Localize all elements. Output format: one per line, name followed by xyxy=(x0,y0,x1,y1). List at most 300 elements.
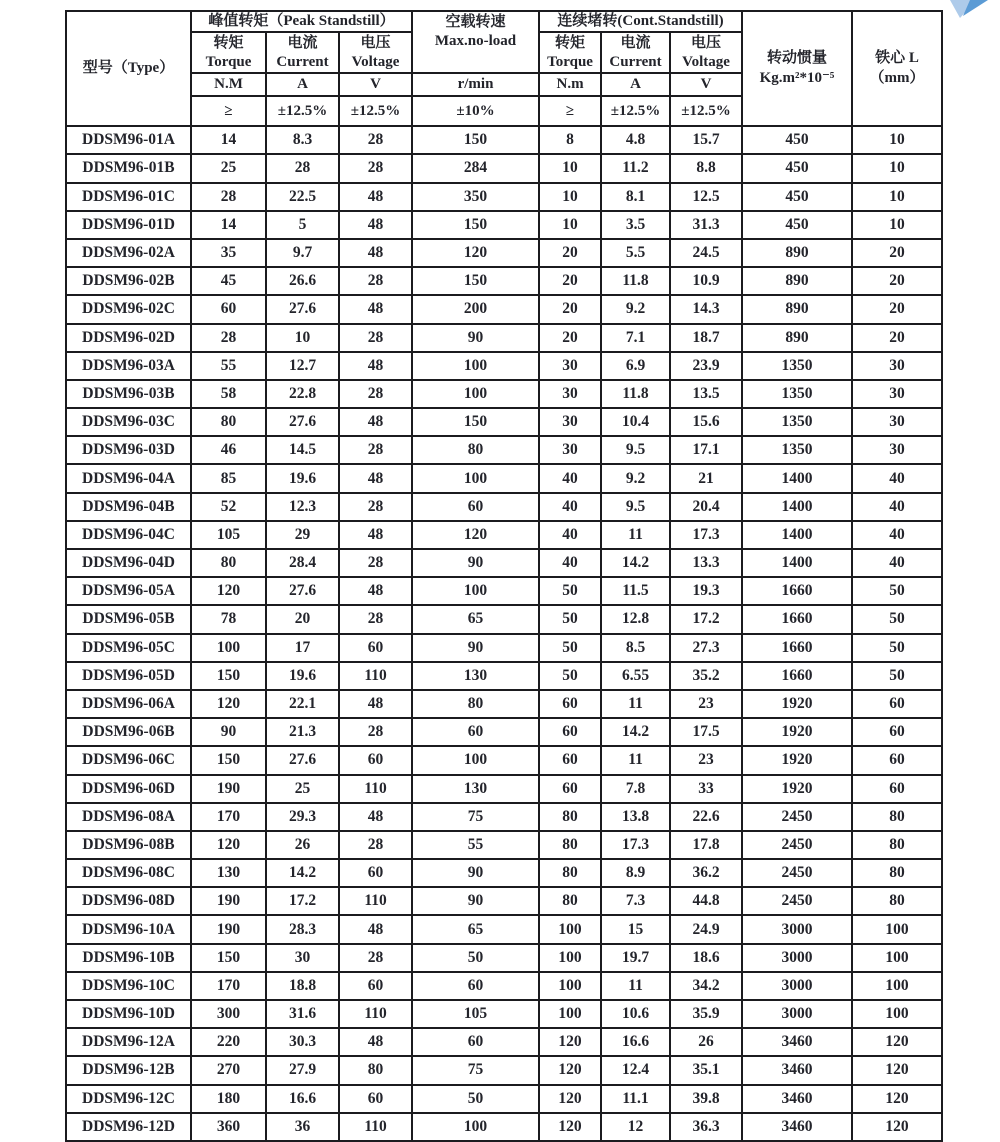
cont-current-cell: 12 xyxy=(601,1113,670,1141)
col-header-core-length xyxy=(852,11,942,126)
table-row xyxy=(66,887,942,915)
cont-voltage-cell: 26 xyxy=(670,1028,742,1056)
cont-current-cell: 8.1 xyxy=(601,183,670,211)
peak-torque-cell: 35 xyxy=(191,239,266,267)
cont-voltage-cell: 36.2 xyxy=(670,859,742,887)
cont-voltage-cell: 39.8 xyxy=(670,1085,742,1113)
peak-voltage-cell: 48 xyxy=(339,352,412,380)
model-cell: DDSM96-05B xyxy=(66,605,191,633)
speed-unit: r/min xyxy=(412,73,539,96)
peak-current-cell: 17.2 xyxy=(266,887,339,915)
peak-voltage-cell: 60 xyxy=(339,746,412,774)
table-row xyxy=(66,493,942,521)
inertia-cell: 3460 xyxy=(742,1113,852,1141)
core-length-cell: 20 xyxy=(852,295,942,323)
peak-current-cell: 22.5 xyxy=(266,183,339,211)
inertia-cell: 890 xyxy=(742,239,852,267)
motor-spec-table xyxy=(65,10,943,1142)
cont-torque-cell: 100 xyxy=(539,915,601,943)
peak-torque-cell: 58 xyxy=(191,380,266,408)
peak-voltage-cell: 48 xyxy=(339,239,412,267)
cont-voltage-cell: 8.8 xyxy=(670,154,742,182)
peak-voltage-cell: 48 xyxy=(339,521,412,549)
peak-current-cell: 30.3 xyxy=(266,1028,339,1056)
core-length-cell: 80 xyxy=(852,859,942,887)
peak-voltage-cell: 48 xyxy=(339,803,412,831)
no-load-speed-cell: 65 xyxy=(412,605,539,633)
peak-current-cell: 12.7 xyxy=(266,352,339,380)
peak-voltage-cell: 110 xyxy=(339,1113,412,1141)
cont-voltage-cell: 23.9 xyxy=(670,352,742,380)
cont-torque-tolerance: ≥ xyxy=(539,96,601,126)
peak-current-header xyxy=(266,32,339,73)
table-row xyxy=(66,239,942,267)
peak-current-cell: 12.3 xyxy=(266,493,339,521)
cont-torque-cell: 10 xyxy=(539,211,601,239)
cont-voltage-cell: 15.6 xyxy=(670,408,742,436)
no-load-speed-cell: 90 xyxy=(412,859,539,887)
peak-current-cell: 27.9 xyxy=(266,1056,339,1084)
peak-current-cell: 8.3 xyxy=(266,126,339,154)
core-length-cell: 10 xyxy=(852,211,942,239)
cont-torque-cell: 50 xyxy=(539,634,601,662)
model-cell: DDSM96-01D xyxy=(66,211,191,239)
cont-voltage-cell: 17.5 xyxy=(670,718,742,746)
cont-voltage-cell: 10.9 xyxy=(670,267,742,295)
col-header-inertia xyxy=(742,11,852,126)
cont-voltage-cell: 18.6 xyxy=(670,944,742,972)
peak-current-cell: 19.6 xyxy=(266,662,339,690)
corner-arrow-icon xyxy=(950,0,988,18)
peak-voltage-cell: 48 xyxy=(339,183,412,211)
peak-voltage-cell: 110 xyxy=(339,662,412,690)
inertia-cell: 1350 xyxy=(742,436,852,464)
cont-voltage-cell: 24.9 xyxy=(670,915,742,943)
cont-voltage-unit: V xyxy=(670,73,742,96)
model-cell: DDSM96-12D xyxy=(66,1113,191,1141)
core-length-label: 铁心 L xyxy=(875,50,919,67)
peak-current-cell: 29.3 xyxy=(266,803,339,831)
no-load-speed-cell: 60 xyxy=(412,972,539,1000)
no-load-speed-cell: 60 xyxy=(412,1028,539,1056)
core-length-cell: 120 xyxy=(852,1085,942,1113)
cont-current-cell: 11 xyxy=(601,690,670,718)
cont-current-cell: 10.4 xyxy=(601,408,670,436)
no-load-speed-cell: 50 xyxy=(412,944,539,972)
peak-current-cell: 22.1 xyxy=(266,690,339,718)
table-row xyxy=(66,972,942,1000)
model-cell: DDSM96-10D xyxy=(66,1000,191,1028)
cont-current-cell: 7.1 xyxy=(601,324,670,352)
cont-voltage-cell: 31.3 xyxy=(670,211,742,239)
core-length-cell: 60 xyxy=(852,690,942,718)
header-group-row xyxy=(66,11,942,32)
core-length-cell: 80 xyxy=(852,831,942,859)
no-load-speed-cell: 105 xyxy=(412,1000,539,1028)
cont-current-cn: 电流 xyxy=(620,34,651,51)
peak-torque-cell: 60 xyxy=(191,295,266,323)
peak-voltage-cell: 48 xyxy=(339,408,412,436)
cont-torque-cell: 30 xyxy=(539,380,601,408)
table-body xyxy=(66,126,942,1141)
col-group-no-load-speed xyxy=(412,11,539,73)
core-length-cell: 60 xyxy=(852,746,942,774)
no-load-speed-cell: 60 xyxy=(412,718,539,746)
model-cell: DDSM96-06A xyxy=(66,690,191,718)
peak-voltage-cn: 电压 xyxy=(360,34,391,51)
table-row xyxy=(66,267,942,295)
no-load-speed-cell: 100 xyxy=(412,746,539,774)
cont-torque-cell: 120 xyxy=(539,1056,601,1084)
cont-voltage-cell: 17.2 xyxy=(670,605,742,633)
cont-torque-cell: 80 xyxy=(539,803,601,831)
cont-current-cell: 8.5 xyxy=(601,634,670,662)
core-length-cell: 50 xyxy=(852,634,942,662)
peak-current-cell: 21.3 xyxy=(266,718,339,746)
inertia-cell: 1920 xyxy=(742,718,852,746)
cont-torque-cell: 60 xyxy=(539,718,601,746)
model-cell: DDSM96-06C xyxy=(66,746,191,774)
peak-voltage-cell: 28 xyxy=(339,267,412,295)
cont-current-tolerance: ±12.5% xyxy=(601,96,670,126)
core-length-cell: 40 xyxy=(852,549,942,577)
inertia-unit: Kg.m²*10⁻⁵ xyxy=(759,69,835,86)
cont-torque-cell: 50 xyxy=(539,605,601,633)
no-load-speed-cell: 60 xyxy=(412,493,539,521)
cont-torque-cell: 20 xyxy=(539,239,601,267)
table-row xyxy=(66,380,942,408)
core-length-cell: 120 xyxy=(852,1056,942,1084)
cont-torque-cell: 20 xyxy=(539,267,601,295)
cont-voltage-cell: 24.5 xyxy=(670,239,742,267)
inertia-cell: 1350 xyxy=(742,380,852,408)
model-cell: DDSM96-03B xyxy=(66,380,191,408)
model-cell: DDSM96-02C xyxy=(66,295,191,323)
inertia-cell: 1350 xyxy=(742,352,852,380)
table-row xyxy=(66,549,942,577)
table-row xyxy=(66,1028,942,1056)
peak-current-cell: 14.5 xyxy=(266,436,339,464)
table-row xyxy=(66,521,942,549)
cont-voltage-cell: 17.3 xyxy=(670,521,742,549)
model-cell: DDSM96-01B xyxy=(66,154,191,182)
cont-voltage-cell: 12.5 xyxy=(670,183,742,211)
cont-voltage-cell: 22.6 xyxy=(670,803,742,831)
peak-current-unit: A xyxy=(266,73,339,96)
peak-current-cell: 27.6 xyxy=(266,295,339,323)
peak-torque-tolerance: ≥ xyxy=(191,96,266,126)
cont-torque-cell: 20 xyxy=(539,295,601,323)
cont-torque-cell: 40 xyxy=(539,493,601,521)
table-row xyxy=(66,211,942,239)
col-group-peak-standstill: 峰值转矩（Peak Standstill） xyxy=(191,11,412,32)
inertia-cell: 2450 xyxy=(742,859,852,887)
cont-current-cell: 11.8 xyxy=(601,380,670,408)
cont-voltage-en: Voltage xyxy=(682,53,730,70)
peak-torque-cell: 52 xyxy=(191,493,266,521)
cont-torque-cell: 80 xyxy=(539,859,601,887)
peak-voltage-cell: 48 xyxy=(339,690,412,718)
inertia-cell: 450 xyxy=(742,126,852,154)
model-cell: DDSM96-04C xyxy=(66,521,191,549)
no-load-speed-cell: 130 xyxy=(412,775,539,803)
peak-current-cell: 17 xyxy=(266,634,339,662)
cont-current-cell: 4.8 xyxy=(601,126,670,154)
core-length-cell: 60 xyxy=(852,718,942,746)
cont-torque-cell: 40 xyxy=(539,521,601,549)
cont-torque-cn: 转矩 xyxy=(555,34,586,51)
cont-current-cell: 7.8 xyxy=(601,775,670,803)
cont-voltage-cell: 18.7 xyxy=(670,324,742,352)
no-load-speed-cell: 100 xyxy=(412,352,539,380)
inertia-cell: 1660 xyxy=(742,605,852,633)
peak-voltage-cell: 110 xyxy=(339,775,412,803)
peak-current-cell: 20 xyxy=(266,605,339,633)
peak-torque-cell: 150 xyxy=(191,662,266,690)
table-row xyxy=(66,577,942,605)
inertia-cell: 2450 xyxy=(742,831,852,859)
peak-voltage-cell: 28 xyxy=(339,154,412,182)
peak-voltage-en: Voltage xyxy=(351,53,400,70)
cont-torque-cell: 100 xyxy=(539,972,601,1000)
model-cell: DDSM96-04A xyxy=(66,464,191,492)
model-cell: DDSM96-01A xyxy=(66,126,191,154)
peak-torque-header xyxy=(191,32,266,73)
peak-voltage-cell: 28 xyxy=(339,126,412,154)
peak-voltage-cell: 48 xyxy=(339,577,412,605)
peak-torque-cell: 100 xyxy=(191,634,266,662)
inertia-cell: 3000 xyxy=(742,944,852,972)
cont-voltage-cn: 电压 xyxy=(691,34,722,51)
core-length-cell: 80 xyxy=(852,887,942,915)
peak-torque-cell: 300 xyxy=(191,1000,266,1028)
cont-torque-cell: 30 xyxy=(539,408,601,436)
peak-voltage-cell: 48 xyxy=(339,211,412,239)
peak-torque-cell: 14 xyxy=(191,211,266,239)
cont-current-cell: 17.3 xyxy=(601,831,670,859)
model-cell: DDSM96-03D xyxy=(66,436,191,464)
table-row xyxy=(66,662,942,690)
peak-voltage-cell: 48 xyxy=(339,295,412,323)
peak-voltage-cell: 60 xyxy=(339,1085,412,1113)
no-load-speed-cell: 130 xyxy=(412,662,539,690)
core-length-unit: （mm） xyxy=(869,69,925,86)
peak-torque-cell: 170 xyxy=(191,972,266,1000)
core-length-cell: 10 xyxy=(852,154,942,182)
core-length-cell: 50 xyxy=(852,577,942,605)
cont-voltage-cell: 20.4 xyxy=(670,493,742,521)
no-load-speed-cell: 100 xyxy=(412,577,539,605)
table-row xyxy=(66,1000,942,1028)
peak-current-cell: 28.4 xyxy=(266,549,339,577)
peak-voltage-cell: 28 xyxy=(339,436,412,464)
table-row xyxy=(66,295,942,323)
peak-current-cell: 26 xyxy=(266,831,339,859)
model-cell: DDSM96-12A xyxy=(66,1028,191,1056)
cont-torque-cell: 60 xyxy=(539,746,601,774)
inertia-cell: 1400 xyxy=(742,549,852,577)
peak-torque-cell: 80 xyxy=(191,408,266,436)
inertia-cell: 3460 xyxy=(742,1085,852,1113)
model-cell: DDSM96-10C xyxy=(66,972,191,1000)
cont-voltage-cell: 44.8 xyxy=(670,887,742,915)
peak-voltage-cell: 48 xyxy=(339,915,412,943)
peak-voltage-cell: 28 xyxy=(339,944,412,972)
cont-torque-cell: 80 xyxy=(539,887,601,915)
cont-current-cell: 5.5 xyxy=(601,239,670,267)
core-length-cell: 100 xyxy=(852,944,942,972)
inertia-cell: 1350 xyxy=(742,408,852,436)
core-length-cell: 10 xyxy=(852,126,942,154)
cont-voltage-cell: 23 xyxy=(670,746,742,774)
model-cell: DDSM96-08D xyxy=(66,887,191,915)
cont-current-cell: 7.3 xyxy=(601,887,670,915)
inertia-cell: 890 xyxy=(742,267,852,295)
peak-current-cell: 28 xyxy=(266,154,339,182)
peak-current-cell: 16.6 xyxy=(266,1085,339,1113)
peak-torque-cell: 190 xyxy=(191,915,266,943)
cont-torque-cell: 10 xyxy=(539,183,601,211)
inertia-cell: 1920 xyxy=(742,746,852,774)
no-load-speed-cell: 350 xyxy=(412,183,539,211)
no-load-speed-cell: 284 xyxy=(412,154,539,182)
cont-torque-cell: 30 xyxy=(539,352,601,380)
no-load-speed-cell: 90 xyxy=(412,887,539,915)
peak-voltage-cell: 28 xyxy=(339,380,412,408)
cont-voltage-cell: 17.8 xyxy=(670,831,742,859)
peak-voltage-cell: 28 xyxy=(339,718,412,746)
model-cell: DDSM96-04D xyxy=(66,549,191,577)
cont-voltage-cell: 14.3 xyxy=(670,295,742,323)
cont-torque-cell: 8 xyxy=(539,126,601,154)
peak-torque-cell: 150 xyxy=(191,944,266,972)
model-cell: DDSM96-05A xyxy=(66,577,191,605)
inertia-cell: 3000 xyxy=(742,972,852,1000)
cont-current-cell: 12.8 xyxy=(601,605,670,633)
cont-voltage-cell: 15.7 xyxy=(670,126,742,154)
peak-voltage-cell: 28 xyxy=(339,324,412,352)
peak-torque-cell: 220 xyxy=(191,1028,266,1056)
cont-voltage-cell: 19.3 xyxy=(670,577,742,605)
peak-torque-cell: 190 xyxy=(191,887,266,915)
cont-voltage-cell: 35.2 xyxy=(670,662,742,690)
cont-current-cell: 9.2 xyxy=(601,464,670,492)
cont-torque-cell: 40 xyxy=(539,549,601,577)
model-cell: DDSM96-02A xyxy=(66,239,191,267)
cont-torque-cell: 60 xyxy=(539,775,601,803)
peak-current-cell: 31.6 xyxy=(266,1000,339,1028)
peak-current-cell: 18.8 xyxy=(266,972,339,1000)
peak-torque-cell: 270 xyxy=(191,1056,266,1084)
model-cell: DDSM96-08C xyxy=(66,859,191,887)
peak-voltage-tolerance: ±12.5% xyxy=(339,96,412,126)
cont-current-cell: 11.8 xyxy=(601,267,670,295)
cont-current-cell: 6.55 xyxy=(601,662,670,690)
table-row xyxy=(66,803,942,831)
peak-torque-cell: 85 xyxy=(191,464,266,492)
cont-voltage-cell: 27.3 xyxy=(670,634,742,662)
cont-current-cell: 11 xyxy=(601,746,670,774)
table-row xyxy=(66,605,942,633)
cont-current-cell: 13.8 xyxy=(601,803,670,831)
cont-voltage-cell: 13.3 xyxy=(670,549,742,577)
inertia-cell: 450 xyxy=(742,211,852,239)
inertia-cell: 890 xyxy=(742,324,852,352)
peak-current-tolerance: ±12.5% xyxy=(266,96,339,126)
peak-current-cell: 30 xyxy=(266,944,339,972)
peak-torque-cell: 150 xyxy=(191,746,266,774)
model-cell: DDSM96-10A xyxy=(66,915,191,943)
col-header-type: 型号（Type） xyxy=(66,11,191,126)
peak-torque-cell: 170 xyxy=(191,803,266,831)
inertia-cell: 1400 xyxy=(742,493,852,521)
inertia-cell: 1920 xyxy=(742,775,852,803)
cont-voltage-cell: 13.5 xyxy=(670,380,742,408)
peak-current-cell: 10 xyxy=(266,324,339,352)
no-load-speed-cell: 55 xyxy=(412,831,539,859)
peak-voltage-cell: 60 xyxy=(339,859,412,887)
peak-current-cn: 电流 xyxy=(287,34,318,51)
peak-current-cell: 25 xyxy=(266,775,339,803)
table-row xyxy=(66,634,942,662)
peak-voltage-cell: 28 xyxy=(339,493,412,521)
peak-voltage-unit: V xyxy=(339,73,412,96)
no-load-speed-cell: 80 xyxy=(412,436,539,464)
peak-current-en: Current xyxy=(276,53,329,70)
cont-torque-cell: 100 xyxy=(539,1000,601,1028)
cont-torque-cell: 120 xyxy=(539,1028,601,1056)
inertia-cell: 3000 xyxy=(742,915,852,943)
peak-current-cell: 22.8 xyxy=(266,380,339,408)
core-length-cell: 100 xyxy=(852,915,942,943)
core-length-cell: 60 xyxy=(852,775,942,803)
model-cell: DDSM96-02B xyxy=(66,267,191,295)
model-cell: DDSM96-01C xyxy=(66,183,191,211)
cont-current-cell: 6.9 xyxy=(601,352,670,380)
inertia-cell: 1660 xyxy=(742,577,852,605)
inertia-cell: 1920 xyxy=(742,690,852,718)
peak-torque-cell: 14 xyxy=(191,126,266,154)
model-cell: DDSM96-10B xyxy=(66,944,191,972)
core-length-cell: 30 xyxy=(852,352,942,380)
speed-tolerance: ±10% xyxy=(412,96,539,126)
peak-voltage-cell: 48 xyxy=(339,1028,412,1056)
peak-voltage-cell: 28 xyxy=(339,605,412,633)
no-load-speed-cell: 75 xyxy=(412,803,539,831)
cont-current-en: Current xyxy=(609,53,662,70)
core-length-cell: 50 xyxy=(852,605,942,633)
cont-torque-cell: 10 xyxy=(539,154,601,182)
table-row xyxy=(66,944,942,972)
core-length-cell: 30 xyxy=(852,380,942,408)
core-length-cell: 30 xyxy=(852,408,942,436)
cont-current-cell: 12.4 xyxy=(601,1056,670,1084)
table-row xyxy=(66,408,942,436)
peak-voltage-cell: 60 xyxy=(339,634,412,662)
peak-torque-cell: 45 xyxy=(191,267,266,295)
peak-current-cell: 27.6 xyxy=(266,577,339,605)
core-length-cell: 80 xyxy=(852,803,942,831)
no-load-speed-cell: 100 xyxy=(412,464,539,492)
no-load-speed-cell: 120 xyxy=(412,239,539,267)
core-length-cell: 120 xyxy=(852,1113,942,1141)
peak-current-cell: 19.6 xyxy=(266,464,339,492)
cont-voltage-cell: 36.3 xyxy=(670,1113,742,1141)
peak-torque-cell: 190 xyxy=(191,775,266,803)
peak-torque-cell: 120 xyxy=(191,831,266,859)
table-row xyxy=(66,831,942,859)
cont-voltage-header xyxy=(670,32,742,73)
